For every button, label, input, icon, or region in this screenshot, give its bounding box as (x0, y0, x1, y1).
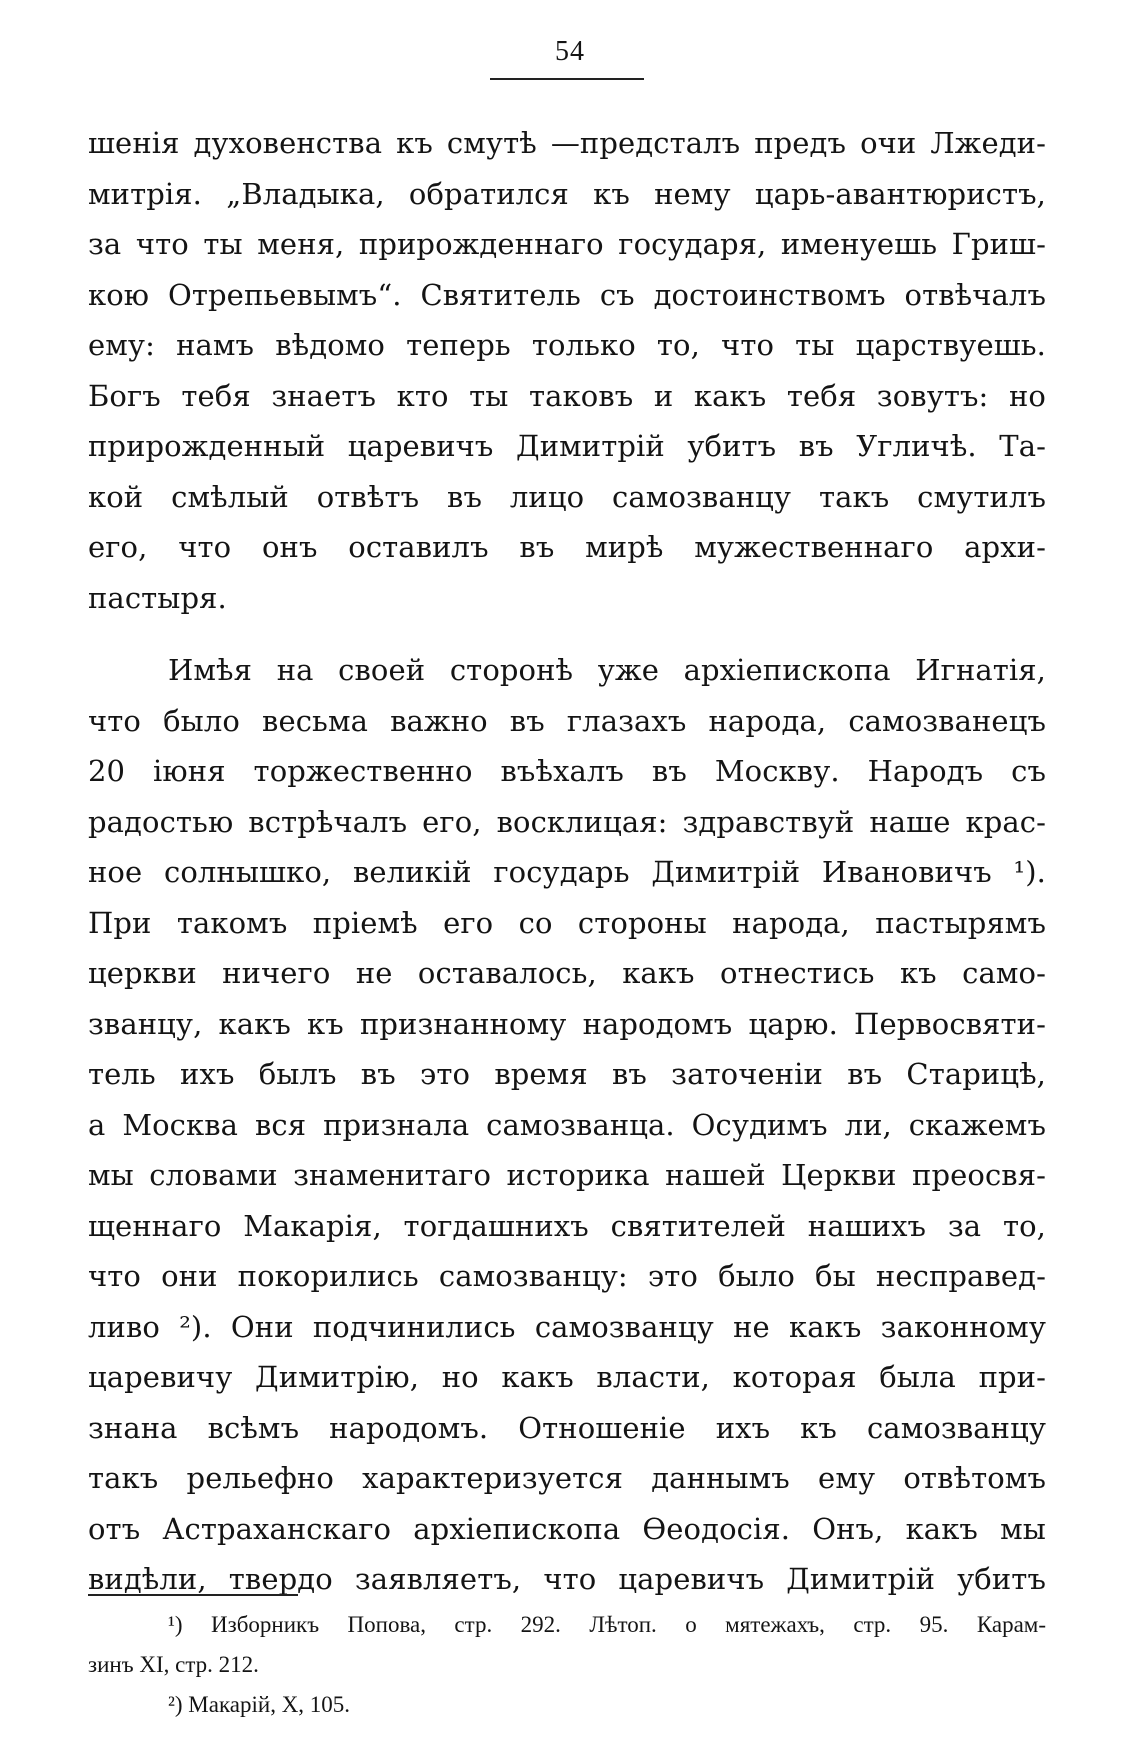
text-line: прирожденный царевичъ Димитрій убитъ въ Угличѣ. Та- (88, 429, 1046, 463)
text-line: При такомъ пріемѣ его со стороны народа, пастырямъ (88, 905, 1046, 940)
text-line: такъ рельефно характеризуется даннымъ ему отвѣтомъ (88, 1461, 1046, 1495)
text-line: митрія. „Владыка, обратился къ нему царь-авантюристъ, (88, 176, 1046, 211)
page-number: 54 (555, 36, 585, 67)
text-line: 20 іюня торжественно въѣхалъ въ Москву. Народъ съ (88, 754, 1046, 788)
text-line: пастыря. (88, 580, 227, 615)
text-line: Имѣя на своей сторонѣ уже архіепископа Игнатія, (168, 653, 1046, 687)
text-line: кою Отрепьевымъ“. Святитель съ достоинствомъ отвѣчалъ (88, 277, 1046, 312)
text-line: церкви ничего не оставалось, какъ отнестись къ само- (88, 956, 1046, 990)
text-line: шенія духовенства къ смутѣ —предсталъ предъ очи Лжеди- (88, 126, 1046, 160)
text-line: радостью встрѣчалъ его, восклицая: здравствуй наше крас- (88, 804, 1046, 839)
footnote-line: зинъ XI, стр. 212. (88, 1652, 259, 1677)
text-line: мы словами знаменитаго историка нашей Церкви преосвя- (88, 1158, 1046, 1192)
footnote-line: ²) Макарій, X, 105. (168, 1692, 351, 1717)
text-line: за что ты меня, прирожденнаго государя, именуешь Гриш- (88, 227, 1046, 261)
text-line: его, что онъ оставилъ въ мирѣ мужественнаго архи- (88, 530, 1046, 564)
main-text (88, 118, 1046, 1605)
text-line: Богъ тебя знаетъ кто ты таковъ и какъ тебя зовутъ: но (88, 378, 1046, 413)
footnote-rule (88, 1594, 298, 1596)
text-line: щеннаго Макарія, тогдашнихъ святителей нашихъ за то, (88, 1208, 1046, 1243)
text-line: что они покорились самозванцу: это было бы несправед- (88, 1259, 1046, 1293)
header-rule (490, 78, 644, 80)
text-line: ное солнышко, великій государь Димитрій Ивановичъ ¹). (88, 855, 1046, 889)
text-line: ему: намъ вѣдомо теперь только то, что ты царствуешь. (88, 328, 1046, 362)
footnotes (88, 1605, 1046, 1725)
text-line: кой смѣлый отвѣтъ въ лицо самозванцу такъ смутилъ (88, 479, 1046, 514)
paragraph-gap (88, 623, 1046, 645)
text-line: тель ихъ былъ въ это время въ заточеніи въ Старицѣ, (88, 1057, 1046, 1091)
text-line: видѣли, твердо заявляетъ, что царевичъ Димитрій убитъ (88, 1562, 1046, 1596)
text-line: отъ Астраханскаго архіепископа Ѳеодосія. Онъ, какъ мы (88, 1511, 1046, 1546)
paragraph (88, 645, 1046, 1605)
text-line: ливо ²). Они подчинились самозванцу не какъ законному (88, 1309, 1046, 1344)
paragraph (88, 118, 1046, 623)
text-line: званцу, какъ къ признанному народомъ царю. Первосвяти- (88, 1006, 1046, 1041)
footnote-line: ¹) Изборникъ Попова, стр. 292. Лѣтоп. о мятежахъ, стр. 95. Карам- (168, 1612, 1046, 1637)
text-line: знана всѣмъ народомъ. Отношеніе ихъ къ самозванцу (88, 1410, 1046, 1445)
text-line: а Москва вся признала самозванца. Осудимъ ли, скажемъ (88, 1107, 1046, 1142)
text-line: царевичу Димитрію, но какъ власти, которая была при- (88, 1360, 1046, 1394)
text-line: что было весьма важно въ глазахъ народа, самозванецъ (88, 703, 1046, 738)
